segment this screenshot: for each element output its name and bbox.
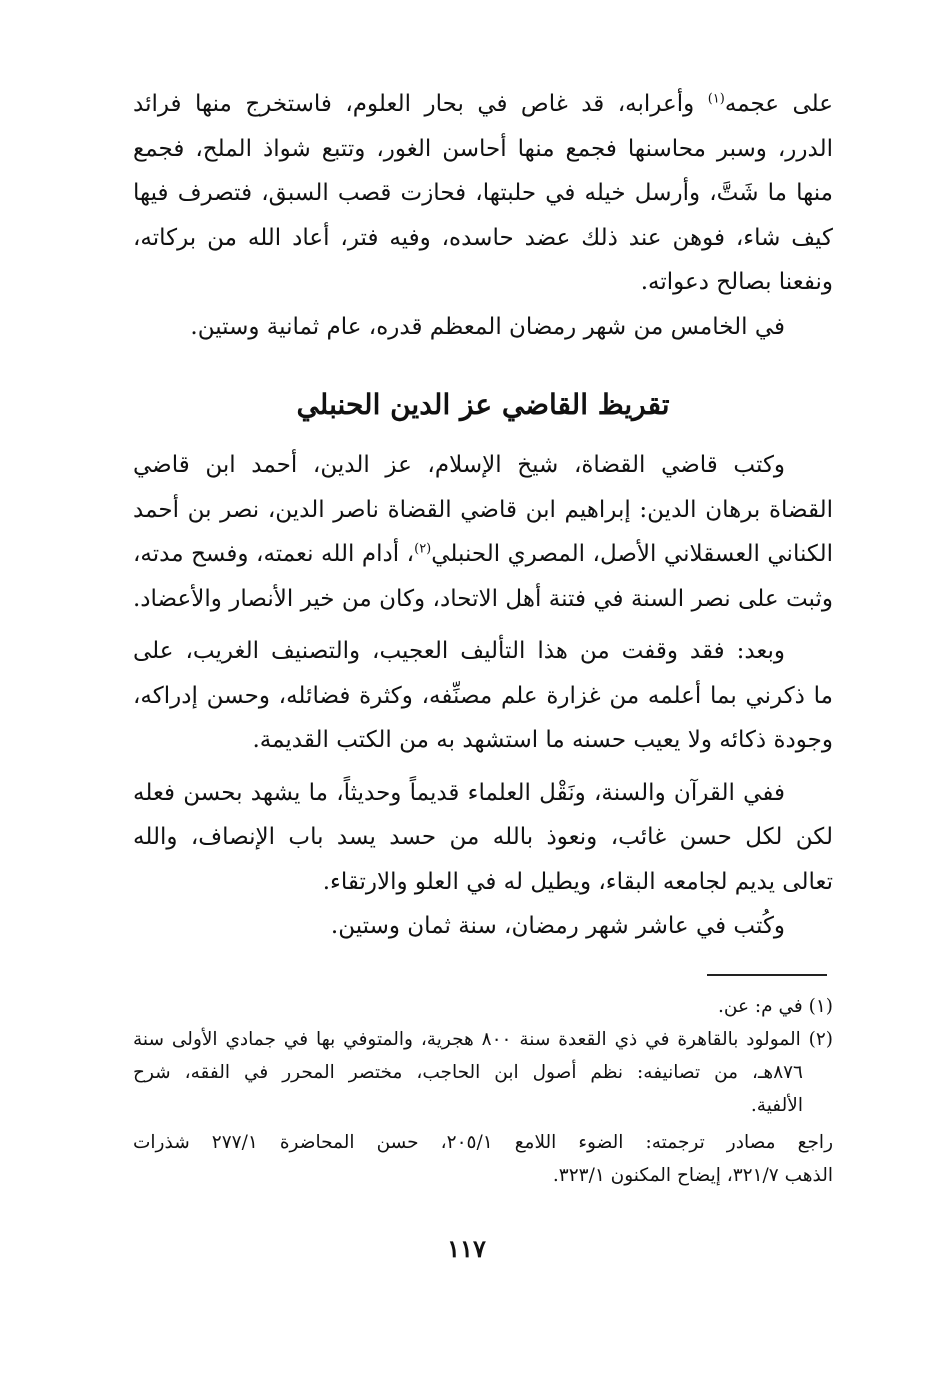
paragraph-1-line-1: على عجمه$^{(١)}$ وأعرابه، قد غاص في بحار العلوم، فاستخرج منها فرائد — [133, 91, 833, 117]
page-body — [133, 82, 833, 949]
paragraph-1-date-line: في الخامس من شهر رمضان المعظم قدره، عام ثمانية وستين. — [190, 313, 785, 340]
paragraph-1-line-3: منها ما شَتَّ، وأرسل خيله في حلبتها، فحازت قصب السبق، فتصرف فيها — [133, 180, 833, 206]
paragraph-4-date — [133, 904, 833, 949]
footnote-marker-1: (١) — [707, 91, 725, 107]
paragraph-1-date — [133, 305, 833, 350]
paragraph-1-line-4: كيف شاء، فوهن عند ذلك عضد حاسده، وفيه فتر، أعاد الله من بركاته، — [133, 224, 833, 251]
paragraph-4-line-1: ففي القرآن والسنة، ونَقْل العلماء قديماً وحديثاً، ما يشهد بحسن فعله — [133, 779, 785, 806]
footnotes — [133, 990, 833, 1192]
paragraph-2-line-3: الكناني العسقلاني الأصل، المصري الحنبلي$^{(٢)}$، أدام الله نعمته، وفسح مدته، — [133, 541, 833, 567]
paragraph-3-line-3: وجودة ذكائه ولا يعيب حسنه ما استشهد به من الكتب القديمة. — [252, 727, 833, 753]
footnote-2-line-3: الألفية. — [750, 1095, 803, 1116]
paragraph-4-date-line: وكُتب في عاشر شهر رمضان، سنة ثمان وستين. — [330, 913, 785, 939]
page-number: ١١٧ — [447, 1234, 486, 1263]
paragraph-2 — [133, 443, 833, 621]
paragraph-2-line-2: القضاة برهان الدين: إبراهيم ابن قاضي القضاة ناصر الدين، نصر بن أحمد — [133, 496, 833, 523]
paragraph-1-line-2: الدرر، وسبر محاسنها فجمع منها أحاسن الغور، وتتبع شواذ الملح، فجمع — [133, 135, 833, 162]
footnote-3-line-2: الذهب ٣٢١/٧، إيضاح المكنون ٣٢٣/١. — [552, 1165, 833, 1186]
paragraph-1 — [133, 82, 833, 305]
paragraph-4-line-3: تعالى يديم لجامعه البقاء، ويطيل له في العلو والارتقاء. — [322, 868, 833, 895]
footnote-separator — [707, 974, 827, 976]
paragraph-3-line-1: وبعد: فقد وقفت من هذا التأليف العجيب، والتصنيف الغريب، على — [133, 638, 785, 664]
footnote-1-line: (١) في م: عن. — [718, 996, 833, 1017]
paragraph-2-line-1: وكتب قاضي القضاة، شيخ الإسلام، عز الدين، أحمد ابن قاضي — [133, 452, 785, 478]
paragraph-3 — [133, 629, 833, 763]
footnote-marker-2: (٢) — [414, 541, 432, 557]
paragraph-4-line-2: لكن لكل حسن غائب، ونعوذ بالله من حسد يسد باب الإنصاف، والله — [133, 824, 833, 850]
footnote-2 — [133, 1023, 833, 1122]
footnote-1 — [133, 990, 833, 1023]
paragraph-3-line-2: ما ذكرني بما أعلمه من غزارة علم مصنِّفه، وكثرة فضائله، وحسن إدراكه، — [133, 682, 833, 709]
paragraph-4 — [133, 771, 833, 905]
footnote-2-line-2: ٨٧٦هـ، من تصانيفه: نظم أصول ابن الحاجب، مختصر المحرر في الفقه، شرح — [133, 1062, 803, 1083]
paragraph-2-line-4: وثبت على نصر السنة في فتنة أهل الاتحاد، وكان من خير الأنصار والأعضاد. — [133, 585, 833, 612]
footnote-3-line-1: راجع مصادر ترجمته: الضوء اللامع ٢٠٥/١، حسن المحاضرة ٢٧٧/١ شذرات — [133, 1132, 834, 1153]
paragraph-1-line-5: ونفعنا بصالح دعواته. — [640, 269, 833, 295]
section-heading: تقريظ القاضي عز الدين الحنبلي — [296, 388, 670, 421]
footnote-2-line-1: (٢) المولود بالقاهرة في ذي القعدة سنة ٨٠٠ هجرية، والمتوفي بها في جمادي الأولى سنة — [133, 1029, 833, 1050]
footnote-3 — [133, 1126, 833, 1192]
